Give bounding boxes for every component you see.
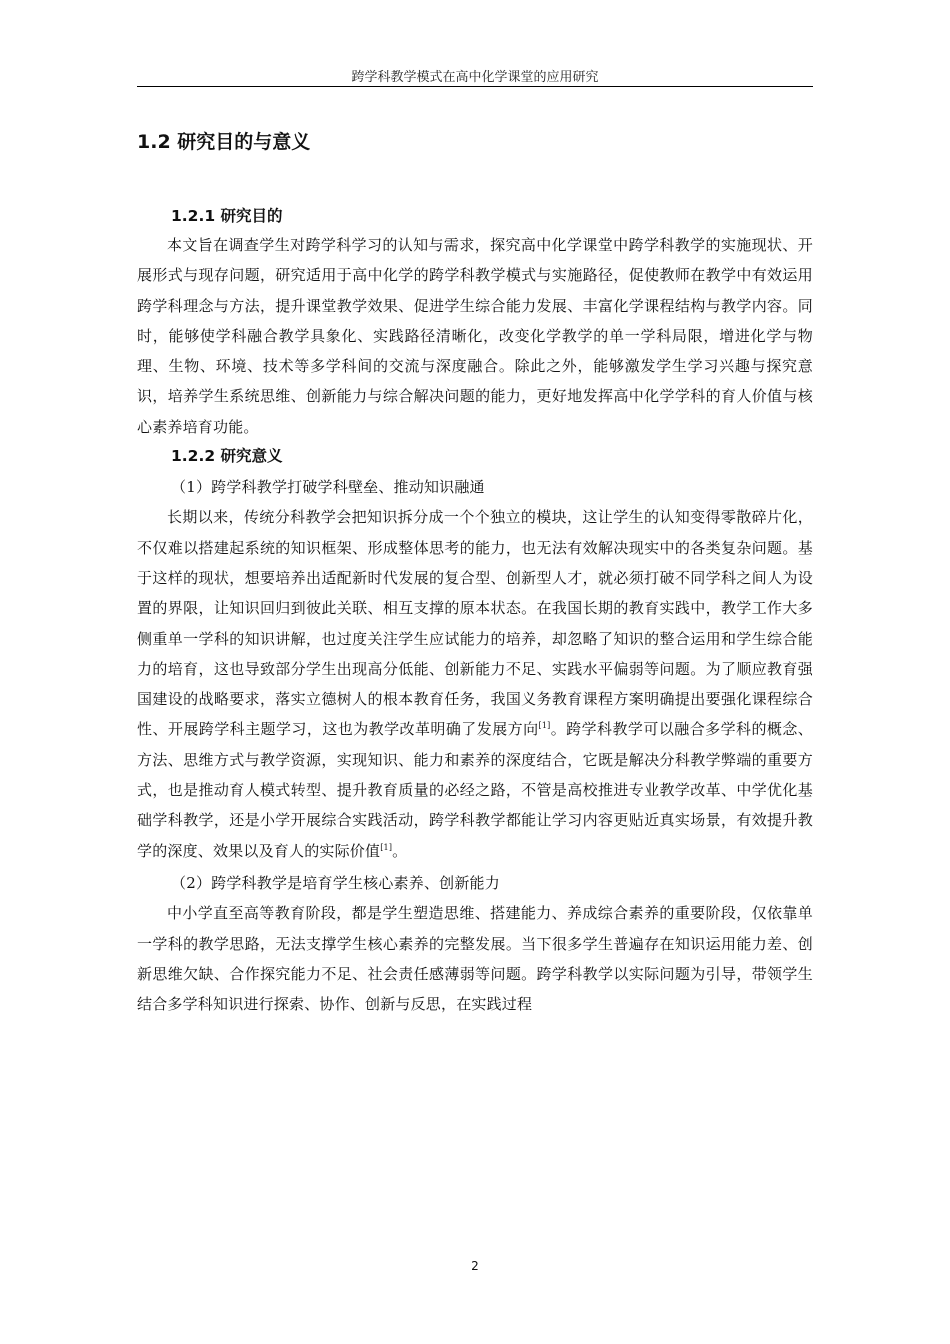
page-body [137, 120, 813, 1019]
point-1-paragraph [137, 502, 813, 866]
point-1-text-part-2: 。跨学科教学可以融合多学科的概念、方法、思维方式与教学资源，实现知识、能力和素养的深度结合，它既是解决分科教学弊端的重要方式，也是推动育人模式转型、提升教育质量的必经之路，不管是高校推进专业教学改革、中学优化基础学科教学，还是小学开展综合实践活动，跨学科教学都能让学习内容更贴近真实场景，有效提升教学的深度、效果以及育人的实际价值 [137, 720, 814, 860]
point-2-heading: （2）跨学科教学是培育学生核心素养、创新能力 [171, 873, 500, 892]
page-number: 2 [471, 1259, 479, 1273]
point-2-paragraph: 中小学直至高等教育阶段，都是学生塑造思维、搭建能力、养成综合素养的重要阶段，仅依靠单一学科的教学思路，无法支撑学生核心素养的完整发展。当下很多学生普遍存在知识运用能力差、创新思维欠缺、合作探究能力不足、社会责任感薄弱等问题。跨学科教学以实际问题为引导，带领学生结合多学科知识进行探索、协作、创新与反思，在实践过程 [137, 904, 813, 1014]
header-rule [137, 86, 813, 87]
running-header: 跨学科教学模式在高中化学课堂的应用研究 [351, 70, 599, 85]
subsection-heading-purpose: 1.2.1 研究目的 [171, 207, 283, 225]
purpose-paragraph: 本文旨在调查学生对跨学科学习的认知与需求，探究高中化学课堂中跨学科教学的实施现状、开展形式与现存问题，研究适用于高中化学的跨学科教学模式与实施路径，促使教师在教学中有效运用跨学科理念与方法，提升课堂教学效果、促进学生综合能力发展、丰富化学课程结构与教学内容。同时，能够使学科融合教学具象化、实践路径清晰化，改变化学教学的单一学科局限，增进化学与物理、生物、环境、技术等多学科间的交流与深度融合。除此之外，能够激发学生学习兴趣与探究意识，培养学生系统思维、创新能力与综合解决问题的能力，更好地发挥高中化学学科的育人价值与核心素养培育功能。 [137, 236, 813, 436]
point-1-text-part-1: 长期以来，传统分科教学会把知识拆分成一个个独立的模块，这让学生的认知变得零散碎片化，不仅难以搭建起系统的知识框架、形成整体思考的能力，也无法有效解决现实中的各类复杂问题。基于这样的现状，想要培养出适配新时代发展的复合型、创新型人才，就必须打破不同学科之间人为设置的界限，让知识回归到彼此关联、相互支撑的原本状态。在我国长期的教育实践中，教学工作大多侧重单一学科的知识讲解，也过度关注学生应试能力的培养，却忽略了知识的整合运用和学生综合能力的培育，这也导致部分学生出现高分低能、创新能力不足、实践水平偏弱等问题。为了顺应教育强国建设的战略要求，落实立德树人的根本教育任务，我国义务教育课程方案明确提出要强化课程综合性、开展跨学科主题学习，这也为教学改革明确了发展方向 [137, 508, 813, 739]
point-1-heading: （1）跨学科教学打破学科壁垒、推动知识融通 [171, 478, 485, 497]
section-heading: 1.2 研究目的与意义 [137, 131, 311, 153]
point-1-text-part-3: 。 [392, 841, 408, 860]
citation-2: [1] [380, 842, 393, 852]
subsection-heading-significance: 1.2.2 研究意义 [171, 447, 283, 466]
citation-1: [1] [538, 721, 551, 731]
